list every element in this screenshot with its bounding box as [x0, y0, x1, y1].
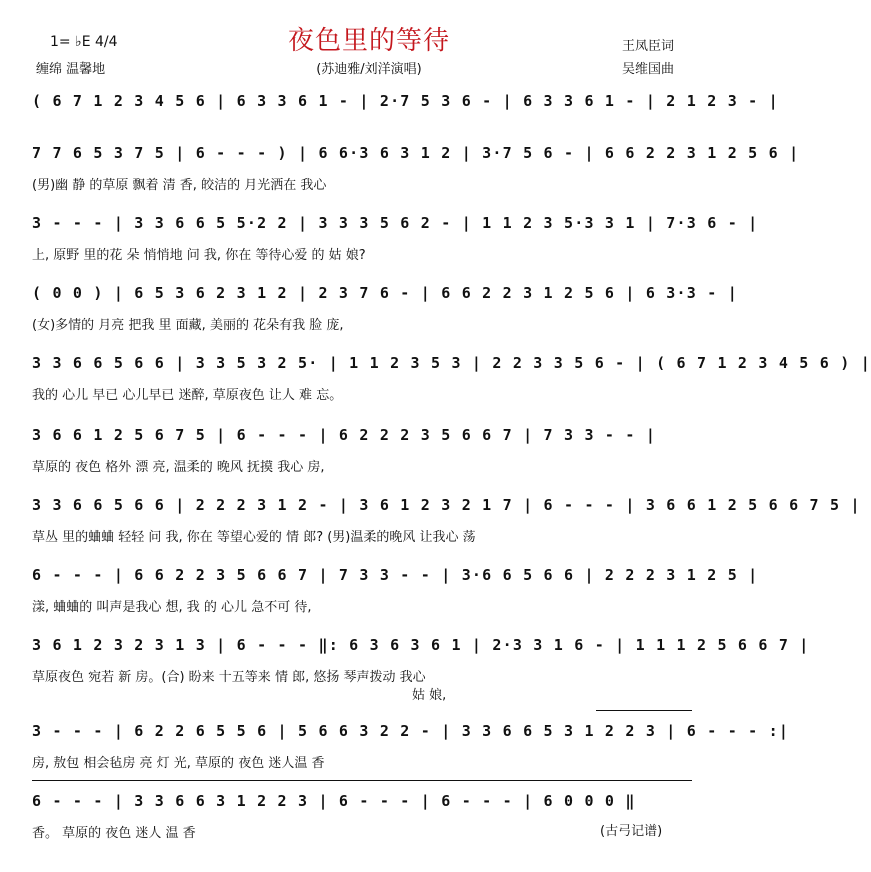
notation-line: ( 0 0 ) | 6 5 3 6 2 3 1 2 | 2 3 7 6 - | 6 6 2 2 3 1 2 5 6 | 6 3·3 - | — [32, 284, 738, 302]
lyric-line: 草丛 里的蛐蛐 轻轻 问 我, 你在 等望心爱的 情 郎? (男)温柔的晚风 让我心 荡 — [32, 530, 476, 545]
notation-line: 3 6 1 2 3 2 3 1 3 | 6 - - - ‖: 6 3 6 3 6 1 | 2·3 3 1 6 - | 1 1 1 2 5 6 6 7 | — [32, 636, 810, 654]
lyric-line-second-verse: 姑 娘, — [412, 688, 447, 703]
key-signature: 1= ♭E 4/4 — [50, 34, 118, 50]
notation-line: 3 - - - | 3 3 6 6 5 5·2 2 | 3 3 3 5 6 2 - | 1 1 2 3 5·3 3 1 | 7·3 6 - | — [32, 214, 759, 232]
lyric-line: 我的 心儿 早已 心儿早已 迷醉, 草原夜色 让人 难 忘。 — [32, 388, 343, 403]
lyric-line: (女)多情的 月亮 把我 里 面藏, 美丽的 花朵有我 脸 庞, — [32, 318, 344, 333]
tempo-marking: 缠绵 温馨地 — [36, 62, 106, 77]
composer: 吴维国曲 — [622, 62, 675, 77]
lyric-line: 上, 原野 里的花 朵 悄悄地 问 我, 你在 等待心爱 的 姑 娘? — [32, 248, 366, 263]
notation-line: 3 3 6 6 5 6 6 | 2 2 2 3 1 2 - | 3 6 1 2 3 2 1 7 | 6 - - - | 3 6 6 1 2 5 6 6 7 5 | — [32, 496, 861, 514]
notation-line: 6 - - - | 3 3 6 6 3 1 2 2 3 | 6 - - - | 6 - - - | 6 0 0 0 ‖ — [32, 792, 636, 810]
volta-bracket-1 — [596, 710, 692, 711]
transcriber-credit: (古弓记谱) — [600, 824, 663, 839]
notation-line: 3 - - - | 6 2 2 6 5 5 6 | 5 6 6 3 2 2 - | 3 3 6 6 5 3 1 2 2 3 | 6 - - - :| — [32, 722, 790, 740]
song-title: 夜色里的等待 — [287, 26, 450, 56]
song-subtitle: (苏迪雅/刘洋演唱) — [316, 62, 422, 77]
lyric-line: (男)幽 静 的草原 飘着 清 香, 皎洁的 月光洒在 我心 — [32, 178, 327, 193]
lyric-line: 漾, 蛐蛐的 叫声是我心 想, 我 的 心儿 急不可 待, — [32, 600, 312, 615]
notation-line: ( 6 7 1 2 3 4 5 6 | 6 3 3 6 1 - | 2·7 5 3 6 - | 6 3 3 6 1 - | 2 1 2 3 - | — [32, 92, 779, 110]
lyric-line: 房, 敖包 相会毡房 亮 灯 光, 草原的 夜色 迷人温 香 — [32, 756, 325, 771]
lyricist: 王凤臣词 — [622, 39, 675, 54]
lyric-line: 草原的 夜色 格外 漂 亮, 温柔的 晚风 抚摸 我心 房, — [32, 460, 325, 475]
notation-line: 6 - - - | 6 6 2 2 3 5 6 6 7 | 7 3 3 - - | 3·6 6 5 6 6 | 2 2 2 3 1 2 5 | — [32, 566, 759, 584]
lyric-line: 香。 草原的 夜色 迷人 温 香 — [32, 826, 196, 841]
lyric-line: 草原夜色 宛若 新 房。(合) 盼来 十五等来 情 郎, 悠扬 琴声拨动 我心 — [32, 670, 426, 685]
notation-line: 7 7 6 5 3 7 5 | 6 - - - ) | 6 6·3 6 3 1 2 | 3·7 5 6 - | 6 6 2 2 3 1 2 5 6 | — [32, 144, 800, 162]
notation-line: 3 3 6 6 5 6 6 | 3 3 5 3 2 5· | 1 1 2 3 5 3 | 2 2 3 3 5 6 - | ( 6 7 1 2 3 4 5 6 ) | — [32, 354, 871, 372]
volta-bracket-2 — [32, 780, 692, 781]
notation-line: 3 6 6 1 2 5 6 7 5 | 6 - - - | 6 2 2 2 3 5 6 6 7 | 7 3 3 - - | — [32, 426, 657, 444]
